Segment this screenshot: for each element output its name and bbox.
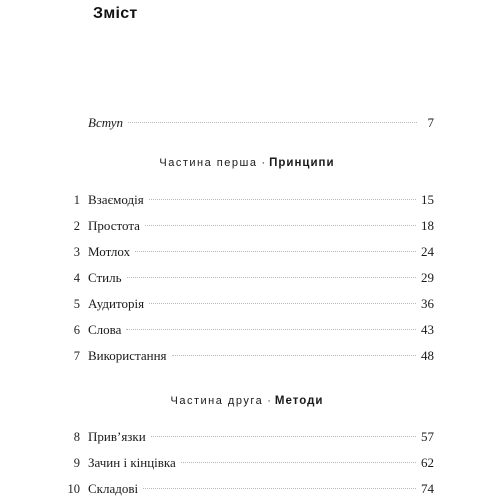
part-heading-1 [60,157,434,169]
toc-entry[interactable] [60,244,434,262]
entry-title: Простота [88,218,140,233]
toc-entry[interactable] [60,455,434,473]
entry-page: 43 [421,322,434,337]
entry-title: Складові [88,481,139,496]
entry-title: Аудиторія [88,296,145,311]
dot-leader [128,122,417,123]
dot-leader [135,251,416,252]
entry-number: 4 [73,271,80,285]
toc-entry[interactable] [60,218,434,236]
entry-page: 15 [421,192,434,207]
part-name: Принципи [269,157,335,169]
entry-title: Вступ [88,115,124,130]
entry-page: 57 [421,429,434,444]
entry-title: Взаємодія [88,192,144,207]
part-name: Методи [274,395,324,407]
part-heading-2 [60,395,434,407]
entry-number: 1 [73,193,80,207]
toc-entry[interactable] [60,348,434,366]
entry-number: 3 [73,245,80,259]
entry-title: Зачин і кінцівка [88,455,176,470]
entry-number: 6 [73,323,80,337]
part-label: Частина перша [159,157,258,169]
toc-entry[interactable] [60,296,434,314]
dot-leader [126,329,416,330]
dot-leader [172,355,416,356]
part-separator: · [261,157,266,169]
entry-title: Мотлох [88,244,131,259]
entry-page: 62 [421,455,434,470]
toc-entry[interactable] [60,429,434,447]
entry-number: 7 [73,349,80,363]
dot-leader [149,303,416,304]
dot-leader [143,488,416,489]
toc-entry[interactable] [60,481,434,499]
page-title: Зміст [93,5,138,22]
dot-leader [149,199,416,200]
toc-entry-intro[interactable] [60,115,434,133]
toc-entry[interactable] [60,270,434,288]
entry-number: 8 [73,430,80,444]
entry-page: 29 [421,270,434,285]
entry-title: Стиль [88,270,122,285]
entry-title: Слова [88,322,122,337]
dot-leader [145,225,416,226]
dot-leader [181,462,416,463]
dot-leader [127,277,416,278]
entry-page: 7 [427,115,434,130]
entry-title: Прив’язки [88,429,146,444]
dot-leader [151,436,416,437]
entry-number: 2 [73,219,80,233]
toc-entry[interactable] [60,192,434,210]
entry-number: 5 [73,297,80,311]
entry-title: Використання [88,348,167,363]
entry-page: 36 [421,296,434,311]
entry-page: 18 [421,218,434,233]
entry-page: 24 [421,244,434,259]
part-label: Частина друга [170,395,264,407]
entry-number: 9 [73,456,80,470]
entry-number: 10 [67,482,80,496]
toc-entry[interactable] [60,322,434,340]
entry-page: 74 [421,481,434,496]
part-separator: · [267,395,271,407]
entry-page: 48 [421,348,434,363]
